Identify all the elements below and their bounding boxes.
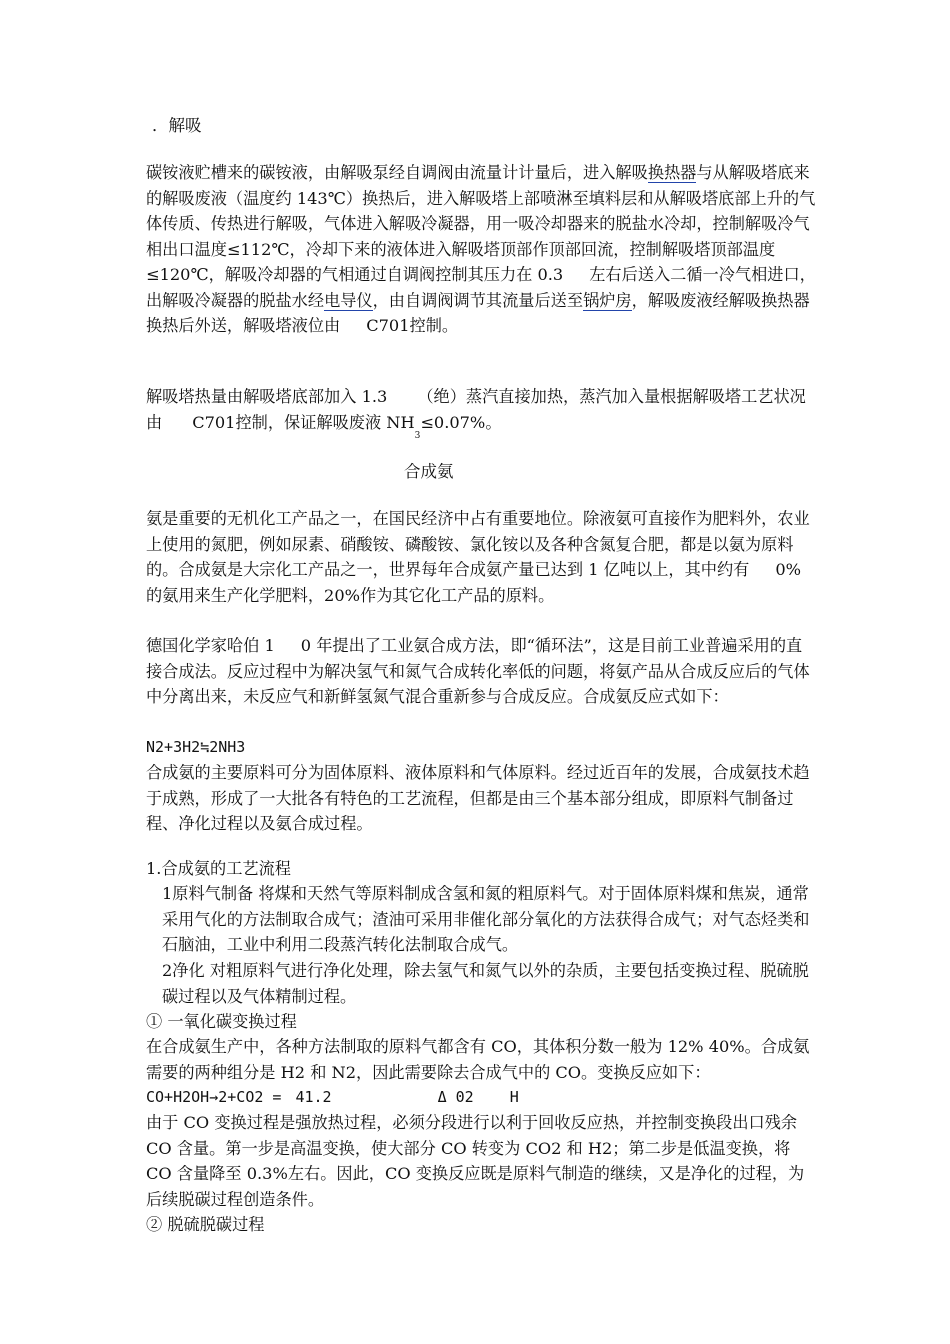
text-span: 左右后送入二循一冷气相进口，出解吸冷凝器的脱盐水经 <box>146 265 816 310</box>
paragraph-feed-gas-preparation: 1原料气制备 将煤和天然气等原料制成含氢和氮的粗原料气。对于固体原料煤和焦炭，通常采用气化的方法制取合成气；渣油可采用非催化部分氧化的方法获得合成气；对气态烃类和石脑油，工业中利用二段蒸汽转化法制取合成气。 <box>162 884 810 954</box>
text-span: ≤0.07%。 <box>420 412 502 432</box>
text-span: C701控制。 <box>366 316 459 335</box>
paragraph-raw-materials: 合成氨的主要原料可分为固体原料、液体原料和气体原料。经过近百年的发展，合成氨技术趋于成熟，形成了一大批各有特色的工艺流程，但都是由三个基本部分组成，即原料气制备过程、净化过程以及氨合成过程。 <box>146 763 810 833</box>
text-span: H <box>509 1088 519 1106</box>
equation-ammonia-synthesis: N2+3H2≒2NH3 <box>146 738 246 756</box>
text-span: 碳铵液贮槽来的碳铵液，由解吸泵经自调阀由流量计计量后，进入解吸 <box>146 163 648 182</box>
text-span: CO+H2OH→2+CO2 = <box>146 1088 282 1106</box>
text-span: ，由自调阀调节其流量后送至 <box>372 290 584 310</box>
paragraph-purification: 2净化 对粗原料气进行净化处理，除去氢气和氮气以外的杂质，主要包括变换过程、脱硫脱碳过程以及气体精制过程。 <box>162 961 809 1006</box>
paragraph-co-shift-process: 由于 CO 变换过程是强放热过程，必须分段进行以利于回收反应热，并控制变换段出口残余 CO 含量。第一步是高温变换，使大部分 CO 转变为 CO2 和 H2；第二步是低温变换，将 CO 含量降至 0.3%左右。因此，CO 变换反应既是原料气制造的继续，又是净化的过程，为后续脱碳过程创造条件。 <box>146 1113 805 1209</box>
paragraph-desorption-process <box>146 160 816 339</box>
text-span: C701控制，保证解吸废液 NH <box>192 412 415 432</box>
link-heat-exchanger[interactable]: 换热器 <box>647 163 697 182</box>
section-title-ammonia: 合成氨 <box>404 462 454 481</box>
text-span: ，解吸废液经解吸换热器换热后外送，解吸塔液位由 <box>146 290 810 335</box>
link-boiler-room[interactable]: 锅炉房 <box>583 290 632 310</box>
heading-desulfurization: ② 脱硫脱碳过程 <box>146 1215 265 1234</box>
text-span: 与从解吸塔底来的解吸废液（温度约 143℃）换热后，进入解吸塔上部喷淋至填料层和从解吸塔底部上升的气体传质、传热进行解吸，气体进入解吸冷凝器，用一吸冷却器来的脱盐水冷却，控制解吸冷气相出口温度≤112℃，冷却下来的液体进入解吸塔顶部作顶部回流，控制解吸塔顶部温度≤120℃，解吸冷却器的气相通过自调阀控制其压力在 0.3 <box>146 163 816 284</box>
text-span: 德国化学家哈伯 1 <box>146 636 275 655</box>
text-span: 41.2 <box>295 1088 332 1106</box>
paragraph-haber <box>146 633 816 710</box>
text-span: 氨是重要的无机化工产品之一，在国民经济中占有重要地位。除液氨可直接作为肥料外，农业上使用的氮肥，例如尿素、硝酸铵、磷酸铵、氯化铵以及各种含氮复合肥，都是以氨为原料的。合成氨是大宗化工产品之一，世界每年合成氨产量已达到 1 亿吨以上，其中约有 <box>146 509 810 579</box>
text-span: 0%的氨用来生产化学肥料，20%作为其它化工产品的原料。 <box>146 560 802 605</box>
paragraph-ammonia-intro <box>146 506 816 608</box>
text-span: （绝）蒸汽直接加热，蒸汽加入量根据解吸塔工艺状况由 <box>146 387 806 432</box>
section-title-desorption: ．解吸 <box>152 116 202 135</box>
equation-co-shift <box>146 1085 816 1111</box>
text-span: Δ 02 <box>437 1088 474 1106</box>
paragraph-co-content: 在合成氨生产中，各种方法制取的原料气都含有 CO，其体积分数一般为 12% 40%。合成氨需要的两种组分是 H2 和 N2，因此需要除去合成气中的 CO。变换反应如下： <box>146 1037 810 1082</box>
paragraph-desorption-heat <box>146 384 816 439</box>
section-title-process-flow: 1.合成氨的工艺流程 <box>146 859 291 878</box>
heading-co-shift: ① 一氧化碳变换过程 <box>146 1012 297 1031</box>
link-conductivity-meter[interactable]: 电导仪 <box>324 290 373 310</box>
subscript-3: 3 <box>414 430 421 441</box>
text-span: 0 年提出了工业氨合成方法，即“循环法”，这是目前工业普遍采用的直接合成法。反应过程中为解决氢气和氮气合成转化率低的问题，将氨产品从合成反应后的气体中分离出来，未反应气和新鲜氢氮气混合重新参与合成反应。合成氨反应式如下： <box>146 636 810 706</box>
text-span: 解吸塔热量由解吸塔底部加入 1.3 <box>146 387 388 406</box>
